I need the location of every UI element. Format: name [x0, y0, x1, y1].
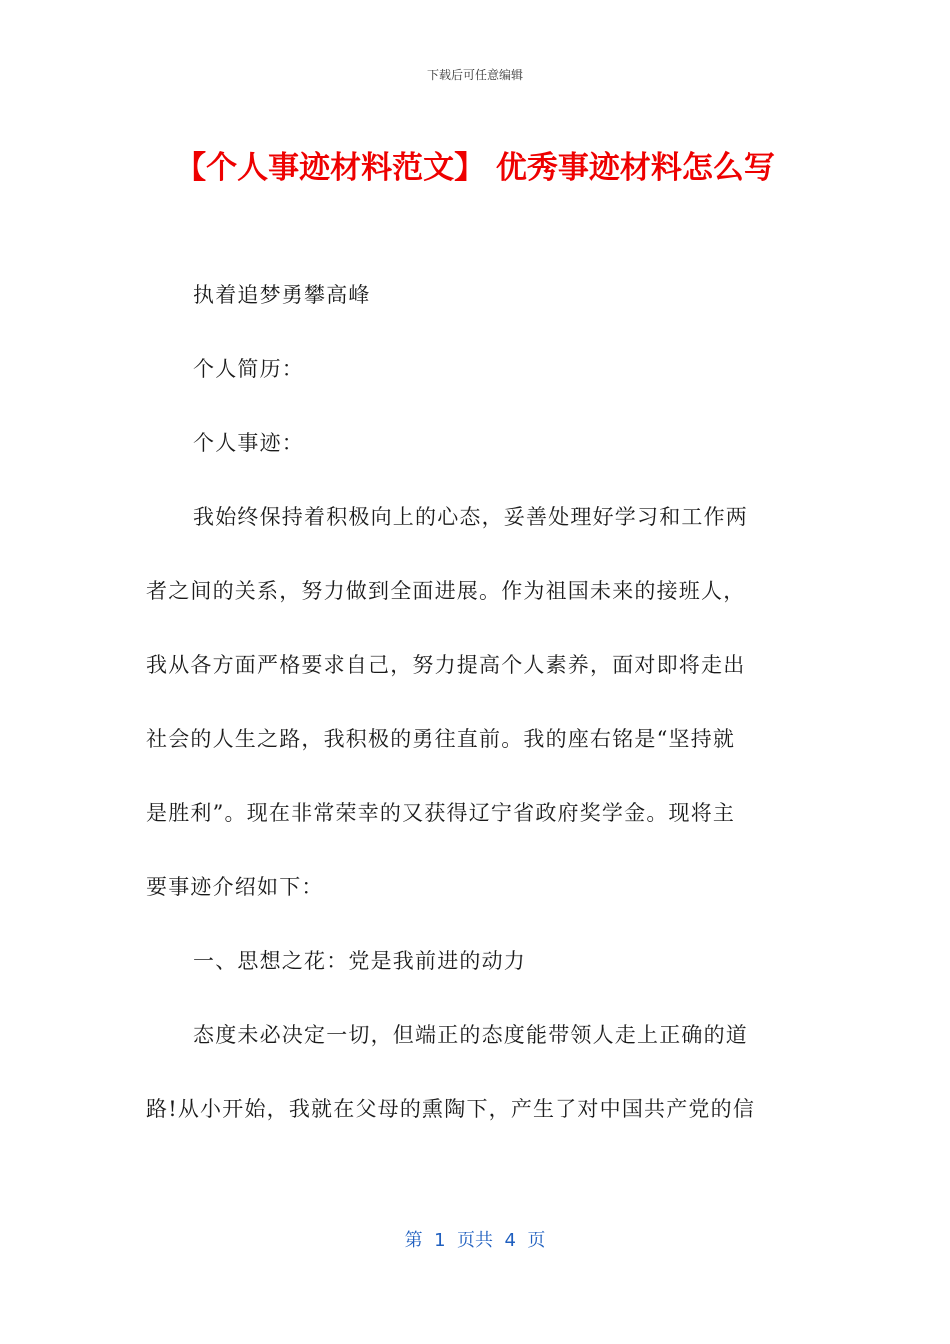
- paragraph-line: 是胜利”。现在非常荣幸的又获得辽宁省政府奖学金。现将主: [146, 801, 736, 825]
- paragraph-subtitle: 执着追梦勇攀高峰: [193, 283, 371, 307]
- document-title: 【个人事迹材料范文】 优秀事迹材料怎么写: [175, 150, 775, 186]
- page-number: 第 1 页共 4 页: [404, 1230, 546, 1251]
- section-heading: 一、思想之花：党是我前进的动力: [193, 949, 526, 973]
- paragraph-line: 态度未必决定一切，但端正的态度能带领人走上正确的道: [193, 1023, 748, 1047]
- paragraph-line: 我始终保持着积极向上的心态，妥善处理好学习和工作两: [193, 505, 748, 529]
- paragraph-resume-heading: 个人简历：: [193, 357, 304, 381]
- paragraph-line: 要事迹介绍如下：: [146, 875, 324, 899]
- document-body: [146, 258, 806, 1146]
- header-note: 下载后可任意编辑: [426, 68, 523, 82]
- paragraph-deeds-heading: 个人事迹：: [193, 431, 304, 455]
- paragraph-line: 者之间的关系，努力做到全面进展。作为祖国未来的接班人，: [146, 579, 746, 603]
- paragraph-line: 我从各方面严格要求自己，努力提高个人素养，面对即将走出: [146, 653, 746, 677]
- paragraph-line: 路!从小开始，我就在父母的熏陶下，产生了对中国共产党的信: [146, 1097, 756, 1121]
- paragraph-line: 社会的人生之路，我积极的勇往直前。我的座右铭是“坚持就: [146, 727, 736, 751]
